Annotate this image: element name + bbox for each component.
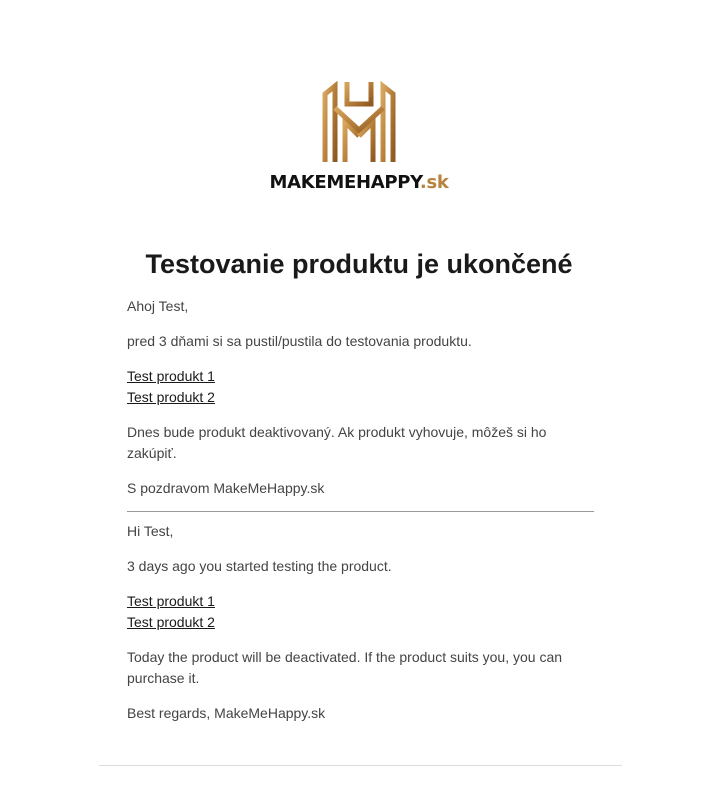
brand-logo	[0, 78, 718, 194]
brand-tld: .sk	[419, 172, 449, 193]
en-product-link-2[interactable]: Test produkt 2	[127, 614, 215, 630]
sk-product-link-1[interactable]: Test produkt 1	[127, 368, 215, 384]
en-signoff: Best regards, MakeMeHappy.sk	[127, 705, 326, 721]
english-section	[127, 521, 594, 724]
en-intro: 3 days ago you started testing the product.	[127, 558, 392, 574]
sk-intro: pred 3 dňami si sa pustil/pustila do testovania produktu.	[127, 333, 472, 349]
sk-greeting: Ahoj Test,	[127, 298, 189, 314]
footer-divider	[99, 765, 622, 766]
en-notice: Today the product will be deactivated. If the product suits you, you can purchase it.	[127, 649, 563, 686]
en-product-link-1[interactable]: Test produkt 1	[127, 593, 215, 609]
en-product-links	[127, 591, 594, 633]
en-greeting: Hi Test,	[127, 523, 174, 539]
email-title: Testovanie produktu je ukončené	[145, 249, 573, 279]
brand-name: MAKEMEHAPPY	[269, 172, 420, 193]
sk-signoff: S pozdravom MakeMeHappy.sk	[127, 480, 325, 496]
sk-notice: Dnes bude produkt deaktivovaný. Ak produkt vyhovuje, môžeš si ho zakúpiť.	[127, 424, 547, 461]
makemehappy-logo-icon	[321, 78, 397, 164]
language-divider	[127, 511, 594, 512]
slovak-section	[127, 296, 594, 499]
sk-product-link-2[interactable]: Test produkt 2	[127, 389, 215, 405]
brand-wordmark	[0, 172, 718, 194]
email-content	[127, 296, 594, 738]
sk-product-links	[127, 366, 594, 408]
